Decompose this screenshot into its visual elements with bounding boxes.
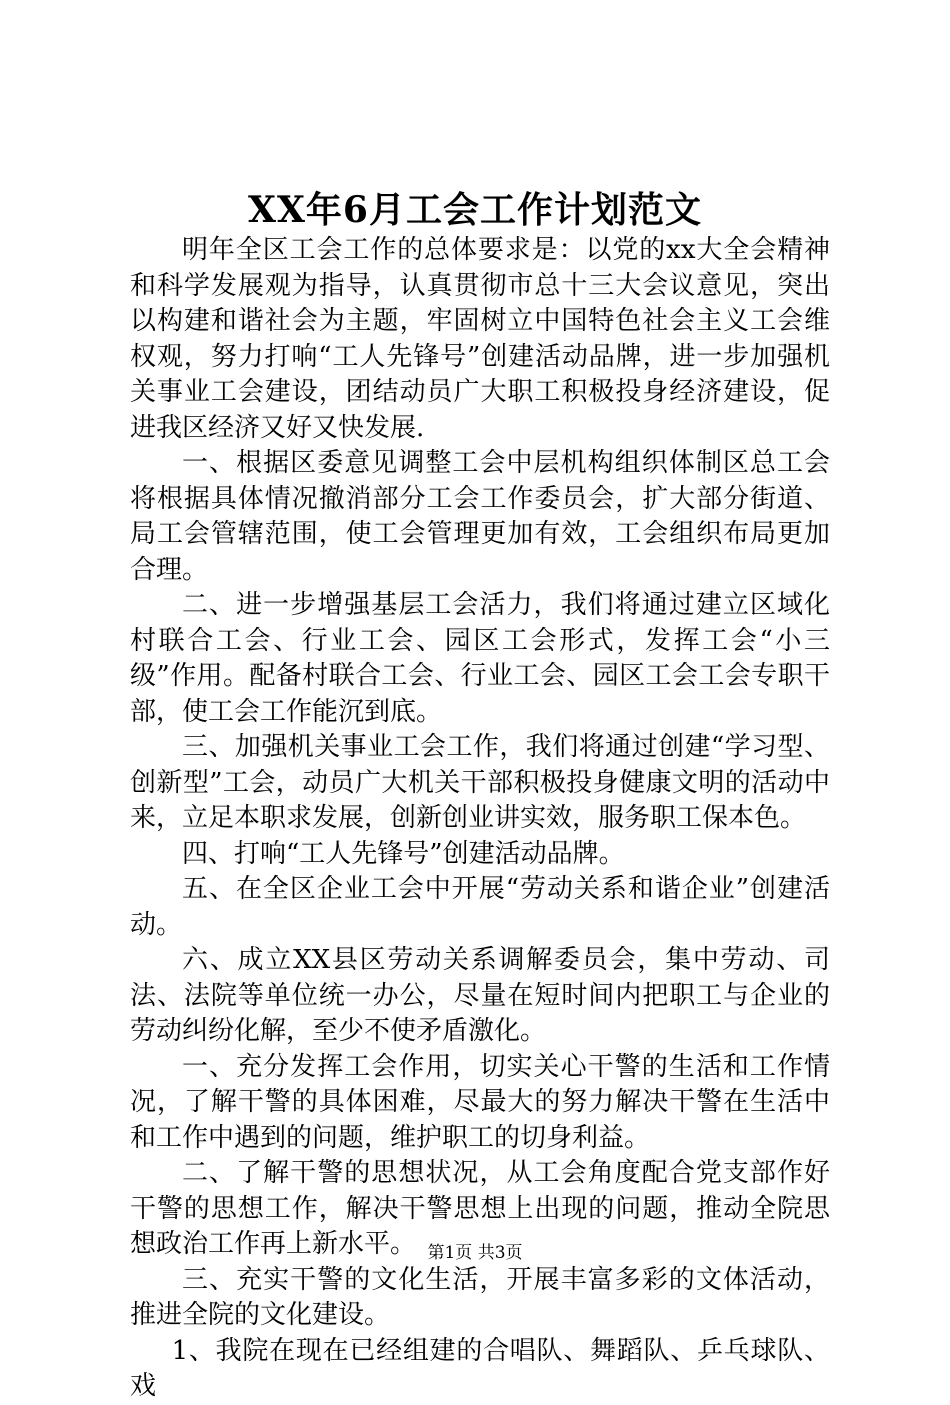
paragraph-item-5: 五、在全区企业工会中开展“劳动关系和谐企业”创建活动。: [130, 874, 830, 940]
paragraph-item-6: 六、成立XX县区劳动关系调解委员会，集中劳动、司法、法院等单位统一办公，尽量在短时间内把职工与企业的劳动纠纷化解，至少不使矛盾激化。: [130, 945, 830, 1046]
paragraph-intro: 明年全区工会工作的总体要求是：以党的xx大全会精神和科学发展观为指导，认真贯彻市总十三大会议意见，突出以构建和谐社会为主题，牢固树立中国特色社会主义工会维权观，努力打响“工人先锋号”创建活动品牌，进一步加强机关事业工会建设，团结动员广大职工积极投身经济建设，促进我区经济又好又快发展.: [130, 235, 830, 443]
paragraph-item-10: 1、我院在现在已经组建的合唱队、舞蹈队、乒乓球队、戏: [130, 1335, 830, 1401]
paragraph-item-1: 一、根据区委意见调整工会中层机构组织体制区总工会将根据具体情况撤消部分工会工作委员会，扩大部分街道、局工会管辖范围，使工会管理更加有效，工会组织布局更加合理。: [130, 448, 830, 585]
paragraph-item-4: 四、打响“工人先锋号”创建活动品牌。: [182, 838, 625, 869]
document-body: [130, 233, 830, 1405]
document-title: XX年6月工会工作计划范文: [248, 189, 702, 231]
paragraph-item-2: 二、进一步增强基层工会活力，我们将通过建立区域化村联合工会、行业工会、园区工会形式，发挥工会“小三级”作用。配备村联合工会、行业工会、园区工会工会专职干部，使工会工作能沉到底。: [130, 590, 830, 727]
paragraph-item-7: 一、充分发挥工会作用，切实关心干警的生活和工作情况，了解干警的具体困难，尽最大的努力解决干警在生活中和工作中遇到的问题，维护职工的切身利益。: [130, 1051, 830, 1153]
paragraph-item-9: 三、充实干警的文化生活，开展丰富多彩的文体活动，推进全院的文化建设。: [130, 1264, 830, 1330]
paragraph-item-3: 三、加强机关事业工会工作，我们将通过创建“学习型、创新型”工会，动员广大机关干部积极投身健康文明的活动中来，立足本职求发展，创新创业讲实效，服务职工保本色。: [130, 732, 830, 833]
paragraph-item-8: 二、了解干警的思想状况，从工会角度配合党支部作好干警的思想工作，解决干警思想上出现的问题，推动全院思想政治工作再上新水平。: [130, 1158, 830, 1259]
page-footer: 第1页 共3页: [427, 1243, 523, 1263]
